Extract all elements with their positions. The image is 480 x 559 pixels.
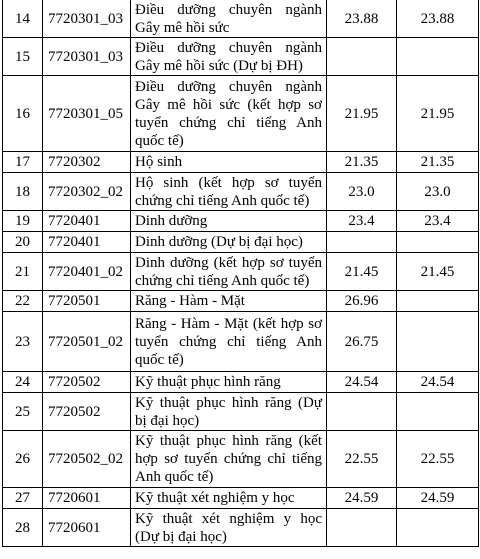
table-row (3, 232, 479, 253)
table-row (3, 173, 479, 211)
major-name-cell: Kỹ thuật phục hình răng (Dự bị đại học) (131, 393, 327, 431)
major-name-cell: Hộ sinh (131, 152, 327, 173)
table-row (3, 509, 479, 547)
table-row (3, 393, 479, 431)
row-number-cell: 27 (3, 488, 43, 509)
score-cell: 21.95 (327, 76, 397, 152)
score-cell (327, 232, 397, 253)
major-name-cell: Hộ sinh (kết hợp sơ tuyển chứng chỉ tiếng Anh quốc tế) (131, 173, 327, 211)
major-code-cell: 7720501 (43, 291, 131, 312)
table-body (3, 0, 479, 547)
row-number-cell: 18 (3, 173, 43, 211)
score-cell: 23.88 (397, 0, 479, 38)
major-name-cell: Răng - Hàm - Mặt (131, 291, 327, 312)
score-cell: 24.59 (327, 488, 397, 509)
row-number-cell: 24 (3, 372, 43, 393)
major-code-cell: 7720401 (43, 232, 131, 253)
major-code-cell: 7720302 (43, 152, 131, 173)
score-cell: 21.95 (397, 76, 479, 152)
major-name-cell: Điều dưỡng chuyên ngành Gây mê hồi sức (131, 0, 327, 38)
row-number-cell: 21 (3, 253, 43, 291)
table-row (3, 431, 479, 488)
score-cell (327, 509, 397, 547)
table-row (3, 291, 479, 312)
score-cell: 22.55 (327, 431, 397, 488)
major-code-cell: 7720501_02 (43, 312, 131, 372)
table-row (3, 152, 479, 173)
score-cell (327, 393, 397, 431)
row-number-cell: 15 (3, 38, 43, 76)
major-name-cell: Dinh dưỡng (kết hợp sơ tuyển chứng chỉ tiếng Anh quốc tế) (131, 253, 327, 291)
major-name-cell: Điều dưỡng chuyên ngành Gây mê hồi sức (Dự bị ĐH) (131, 38, 327, 76)
score-cell (397, 312, 479, 372)
row-number-cell: 28 (3, 509, 43, 547)
score-cell: 24.54 (397, 372, 479, 393)
major-code-cell: 7720401 (43, 211, 131, 232)
score-cell: 23.0 (397, 173, 479, 211)
major-name-cell: Răng - Hàm - Mặt (kết hợp sơ tuyển chứng chỉ tiếng Anh quốc tế) (131, 312, 327, 372)
major-code-cell: 7720601 (43, 488, 131, 509)
table-row (3, 38, 479, 76)
table-row (3, 372, 479, 393)
score-cell: 22.55 (397, 431, 479, 488)
major-name-cell: Dinh dưỡng (Dự bị đại học) (131, 232, 327, 253)
row-number-cell: 17 (3, 152, 43, 173)
major-code-cell: 7720301_03 (43, 38, 131, 76)
row-number-cell: 16 (3, 76, 43, 152)
table-row (3, 211, 479, 232)
row-number-cell: 26 (3, 431, 43, 488)
score-cell (397, 393, 479, 431)
score-cell: 24.54 (327, 372, 397, 393)
row-number-cell: 22 (3, 291, 43, 312)
major-code-cell: 7720401_02 (43, 253, 131, 291)
major-code-cell: 7720601 (43, 509, 131, 547)
major-code-cell: 7720302_02 (43, 173, 131, 211)
major-code-cell: 7720301_05 (43, 76, 131, 152)
row-number-cell: 25 (3, 393, 43, 431)
score-cell: 26.96 (327, 291, 397, 312)
score-cell: 23.4 (397, 211, 479, 232)
admission-score-table (2, 0, 479, 547)
score-cell (327, 38, 397, 76)
major-code-cell: 7720502 (43, 393, 131, 431)
score-cell: 21.35 (327, 152, 397, 173)
major-code-cell: 7720301_03 (43, 0, 131, 38)
major-code-cell: 7720502_02 (43, 431, 131, 488)
score-cell (397, 232, 479, 253)
major-name-cell: Kỹ thuật phục hình răng (kết hợp sơ tuyển chứng chỉ tiếng Anh quốc tế) (131, 431, 327, 488)
score-cell (397, 38, 479, 76)
score-cell: 23.88 (327, 0, 397, 38)
table-row (3, 253, 479, 291)
score-cell: 26.75 (327, 312, 397, 372)
row-number-cell: 14 (3, 0, 43, 38)
major-name-cell: Kỹ thuật phục hình răng (131, 372, 327, 393)
major-name-cell: Dinh dưỡng (131, 211, 327, 232)
score-cell: 24.59 (397, 488, 479, 509)
score-cell (397, 291, 479, 312)
major-name-cell: Kỹ thuật xét nghiệm y học (131, 488, 327, 509)
major-name-cell: Điều dưỡng chuyên ngành Gây mê hồi sức (kết hợp sơ tuyển chứng chỉ tiếng Anh quốc tế) (131, 76, 327, 152)
table-row (3, 76, 479, 152)
major-name-cell: Kỹ thuật xét nghiệm y học (Dự bị đại học) (131, 509, 327, 547)
score-cell (397, 509, 479, 547)
score-cell: 23.4 (327, 211, 397, 232)
table-row (3, 0, 479, 38)
row-number-cell: 23 (3, 312, 43, 372)
row-number-cell: 20 (3, 232, 43, 253)
row-number-cell: 19 (3, 211, 43, 232)
major-code-cell: 7720502 (43, 372, 131, 393)
table-row (3, 488, 479, 509)
table-row (3, 312, 479, 372)
score-cell: 23.0 (327, 173, 397, 211)
score-cell: 21.45 (397, 253, 479, 291)
score-cell: 21.35 (397, 152, 479, 173)
score-cell: 21.45 (327, 253, 397, 291)
